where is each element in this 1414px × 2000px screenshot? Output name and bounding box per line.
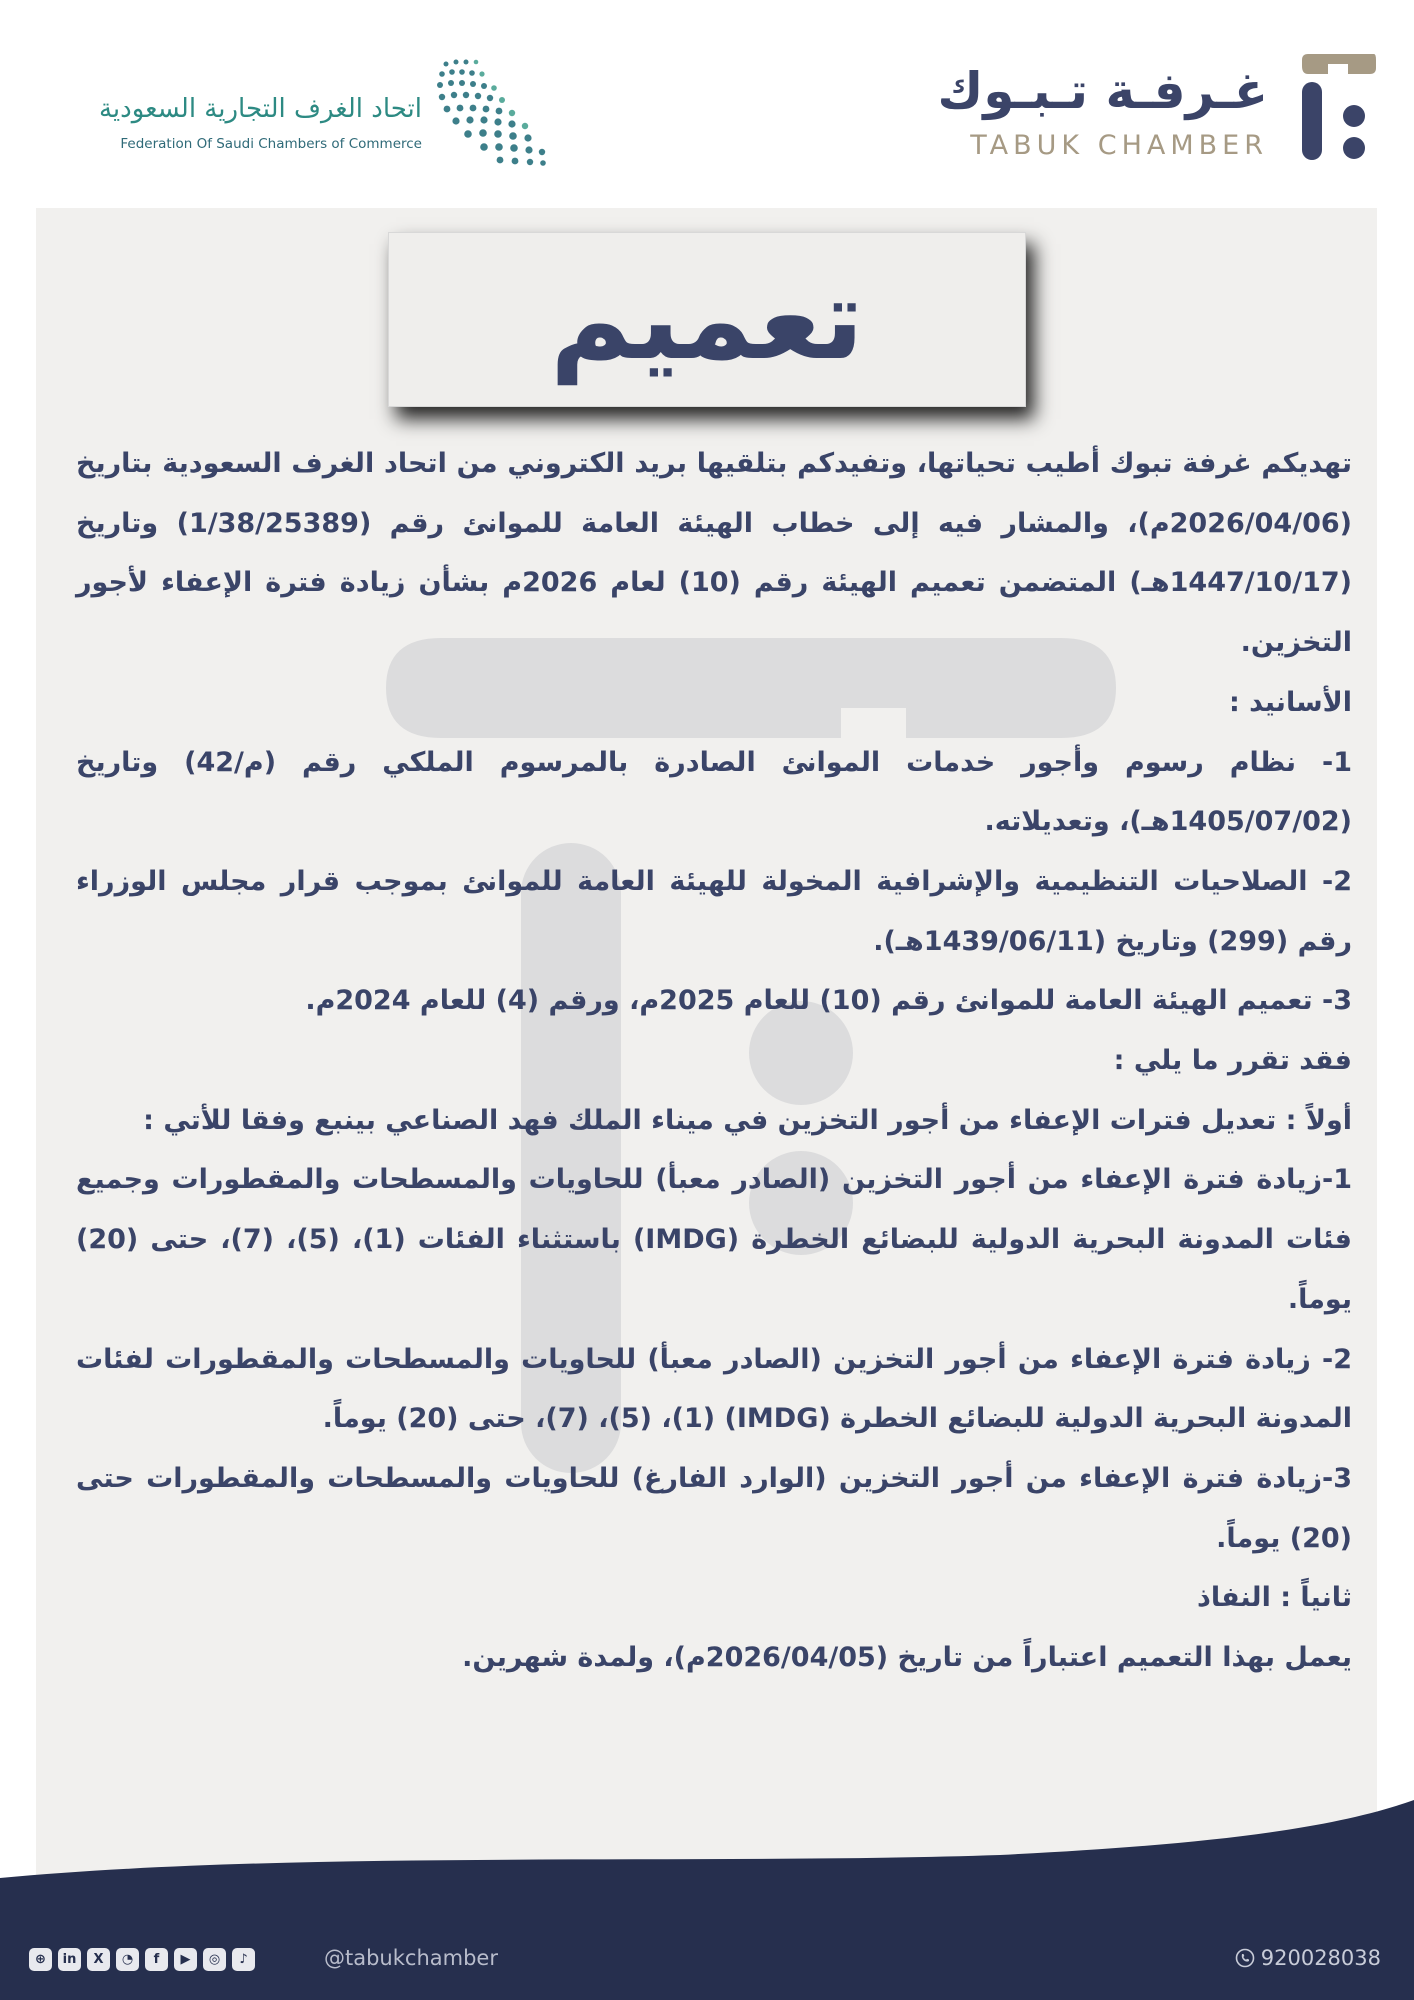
youtube-icon[interactable]: ▶: [174, 1948, 197, 1971]
phone-number: [1235, 1946, 1381, 1970]
tabuk-mark-icon: [1296, 52, 1376, 162]
federation-dots-icon: [432, 54, 552, 169]
effective-date-paragraph: يعمل بهذا التعميم اعتباراً من تاريخ (2026/04/05م)، ولمدة شهرين.: [462, 1642, 1352, 1674]
decision-heading: فقد تقرر ما يلي :: [1113, 1045, 1352, 1077]
footer: [0, 1940, 1414, 1980]
social-handle: @tabukchamber: [324, 1946, 498, 1970]
tiktok-icon[interactable]: ♪: [232, 1948, 255, 1971]
decision-item: 2- زيادة فترة الإعفاء من أجور التخزين (الصادر معبأ) للحاويات والمسطحات والمقطورات لفئات المدونة البحرية الدولية للبضائع الخطرة (IMDG) (1)، (5)، (7)، حتى (20) يوماً.: [76, 1343, 1352, 1435]
header: [0, 0, 1414, 200]
reference-item: 3- تعميم الهيئة العامة للموانئ رقم (10) للعام 2025م، ورقم (4) للعام 2024م.: [305, 985, 1352, 1017]
references-heading: الأسانيد :: [1228, 686, 1352, 718]
snapchat-icon[interactable]: ◔: [116, 1948, 139, 1971]
circular-body: [76, 434, 1352, 1688]
linkedin-icon[interactable]: in: [58, 1948, 81, 1971]
facebook-icon[interactable]: f: [145, 1948, 168, 1971]
section-first: أولاً : تعديل فترات الإعفاء من أجور التخزين في ميناء الملك فهد الصناعي بينبع وفقا للأتي :: [143, 1104, 1352, 1136]
tabuk-logo-arabic: غـرفـة تـبـوك: [937, 62, 1268, 120]
tabuk-chamber-logo: [936, 52, 1376, 172]
title-box: [388, 232, 1026, 407]
tabuk-logo-english: TABUK CHAMBER: [970, 130, 1268, 161]
page-title: تعميم: [550, 254, 864, 385]
x-icon[interactable]: X: [87, 1948, 110, 1971]
content-panel: [36, 208, 1377, 1928]
decision-item: 3-زيادة فترة الإعفاء من أجور التخزين (الوارد الفارغ) للحاويات والمسطحات والمقطورات حتى (20) يوماً.: [76, 1462, 1352, 1554]
decision-item: 1-زيادة فترة الإعفاء من أجور التخزين (الصادر معبأ) للحاويات والمسطحات والمقطورات وجميع فئات المدونة البحرية الدولية للبضائع الخطرة (IMDG) باستثناء الفئات (1)، (5)، (7)، حتى (20) يوماً.: [76, 1164, 1352, 1315]
globe-icon[interactable]: ⊕: [29, 1948, 52, 1971]
intro-paragraph: تهديكم غرفة تبوك أطيب تحياتها، وتفيدكم بتلقيها بريد الكتروني من اتحاد الغرف السعودية بتاريخ (2026/04/06م)، والمشار فيه إلى خطاب الهيئة العامة للموانئ رقم (1/38/25389) وتاريخ (1447/10/17هـ) المتضمن تعميم الهيئة رقم (10) لعام 2026م بشأن زيادة فترة الإعفاء لأجور التخزين.: [76, 448, 1352, 659]
reference-item: 2- الصلاحيات التنظيمية والإشرافية المخولة للهيئة العامة للموانئ بموجب قرار مجلس الوزراء رقم (299) وتاريخ (1439/06/11هـ).: [76, 865, 1352, 957]
reference-item: 1- نظام رسوم وأجور خدمات الموانئ الصادرة بالمرسوم الملكي رقم (م/42) وتاريخ (1405/07/02هـ)، وتعديلاته.: [76, 746, 1352, 838]
federation-logo: [42, 54, 552, 174]
instagram-icon[interactable]: ◎: [203, 1948, 226, 1971]
section-second: ثانياً : النفاذ: [1196, 1582, 1352, 1614]
phone-number-text: 920028038: [1260, 1946, 1381, 1970]
social-icons: [29, 1948, 255, 1971]
federation-logo-english: Federation Of Saudi Chambers of Commerce: [120, 136, 422, 152]
federation-logo-arabic: اتحاد الغرف التجارية السعودية: [98, 94, 422, 124]
phone-icon: [1235, 1948, 1255, 1968]
